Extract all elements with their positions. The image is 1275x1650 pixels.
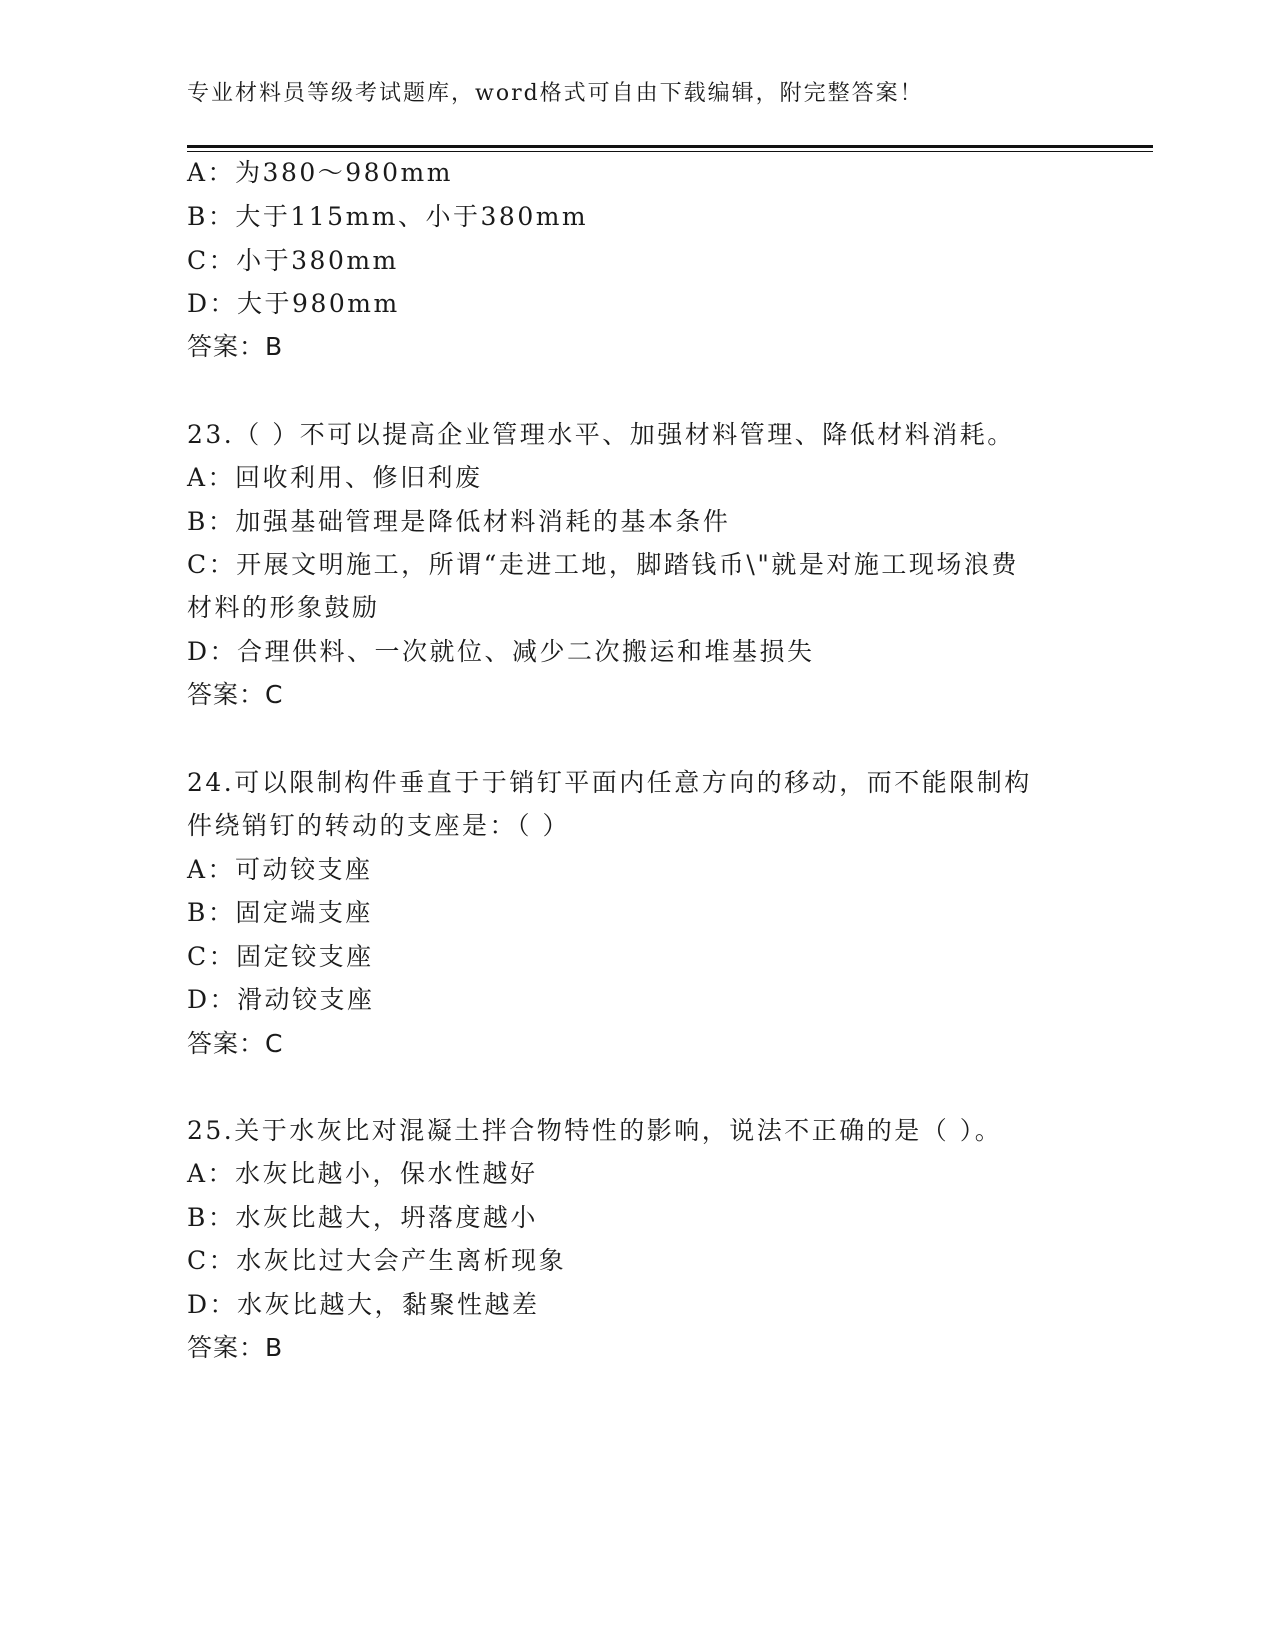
q24-option-c: C：固定铰支座 (187, 942, 374, 971)
q24-stem-line1: 24.可以限制构件垂直于于销钉平面内任意方向的移动，而不能限制构 (187, 768, 1032, 797)
q22-option-b: B：大于115mm、小于380mm (187, 202, 589, 231)
q25-option-d: D：水灰比越大，黏聚性越差 (187, 1290, 540, 1319)
q22-answer: 答案：B (187, 332, 284, 361)
q23-option-b: B：加强基础管理是降低材料消耗的基本条件 (187, 507, 731, 536)
q24-answer: 答案：C (187, 1029, 284, 1058)
q25-option-b: B：水灰比越大，坍落度越小 (187, 1203, 538, 1232)
q24-stem-line2: 件绕销钉的转动的支座是：（ ） (187, 811, 570, 840)
q24-option-a: A：可动铰支座 (187, 855, 373, 884)
q23-answer: 答案：C (187, 680, 284, 709)
q25-option-a: A：水灰比越小，保水性越好 (187, 1159, 538, 1188)
q23-option-c: C：开展文明施工，所谓“走进工地，脚踏钱币\"就是对施工现场浪费 (187, 550, 1019, 579)
q25-answer: 答案：B (187, 1333, 284, 1362)
q22-option-d: D：大于980mm (187, 289, 400, 318)
header-rule-thick (187, 145, 1153, 148)
q23-option-c-continued: 材料的形象鼓励 (187, 593, 380, 622)
q24-option-d: D：滑动铰支座 (187, 985, 375, 1014)
q25-stem: 25.关于水灰比对混凝土拌合物特性的影响，说法不正确的是（ ）。 (187, 1116, 1003, 1145)
q23-option-d: D：合理供料、一次就位、减少二次搬运和堆基损失 (187, 637, 815, 666)
q25-option-c: C：水灰比过大会产生离析现象 (187, 1246, 567, 1275)
header-rule-thin (187, 151, 1153, 152)
q22-option-a: A：为380～980mm (187, 158, 453, 187)
q23-stem: 23.（ ）不可以提高企业管理水平、加强材料管理、降低材料消耗。 (187, 420, 1015, 449)
page-header: 专业材料员等级考试题库，word格式可自由下载编辑，附完整答案！ (187, 81, 924, 106)
q22-option-c: C：小于380mm (187, 246, 399, 275)
q24-option-b: B：固定端支座 (187, 898, 373, 927)
q23-option-a: A：回收利用、修旧利废 (187, 463, 483, 492)
